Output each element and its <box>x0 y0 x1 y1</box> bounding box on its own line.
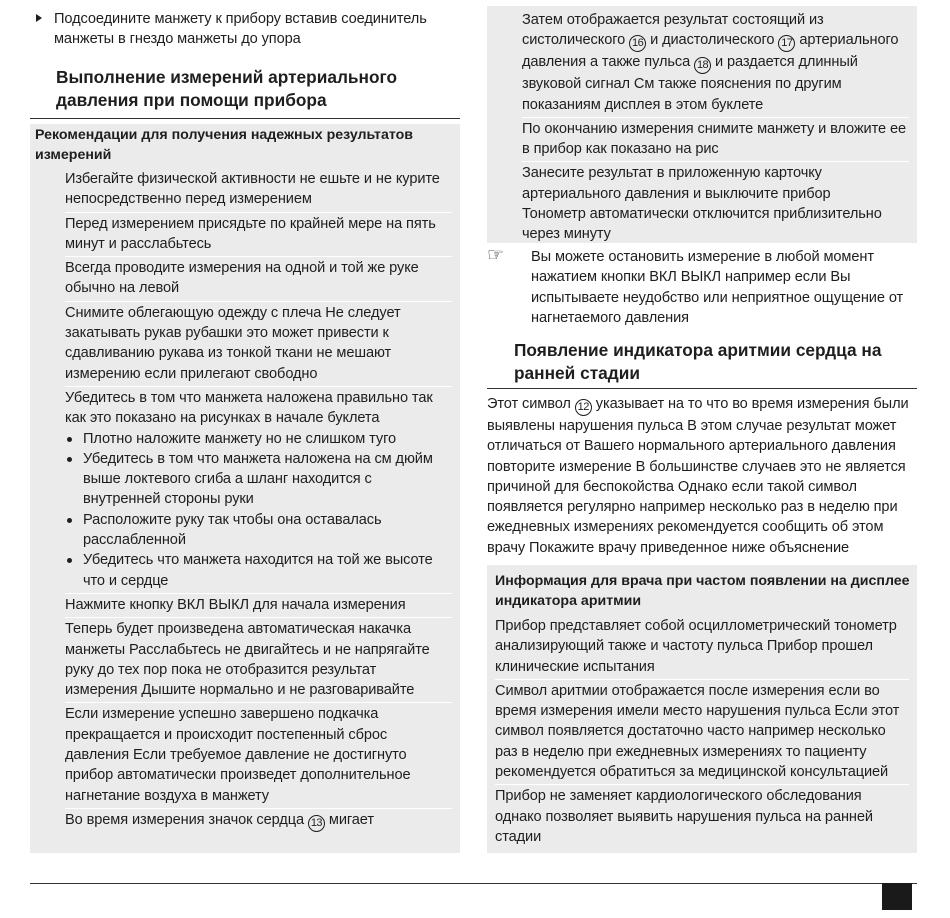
callout-number: 16 <box>629 35 646 52</box>
section-heading-arrhythmia: Появление индикатора аритмии сердца на ранней стадии <box>514 340 882 383</box>
bullet-item: Плотно наложите манжету но не слишком туго <box>65 429 452 449</box>
intro-text: Подсоедините манжету к прибору вставив соединитель манжеты в гнездо манжеты до упора <box>54 11 427 48</box>
list-item <box>522 9 909 117</box>
callout-number: 12 <box>575 399 592 416</box>
heart-text: Во время измерения значок сердца <box>65 811 304 828</box>
doctor-info-title: Информация для врача при частом появлении на дисплее индикатора аритмии <box>495 573 910 609</box>
arrow-bullet-icon <box>36 14 42 22</box>
cuff-intro: Убедитесь в том что манжета наложена правильно так как это показано на рисунках в начале буклета <box>65 389 433 427</box>
auto-off: Тонометр автоматически отключится приблизительно через минуту <box>522 206 882 243</box>
list-item: Прибор не заменяет кардиологического обследования однако позволяет выявить нарушения пульса на ранней стадии <box>495 784 909 849</box>
result-text: и раздается длинный звуковой сигнал См также пояснения по другим показаниям дисплея в этом буклете <box>522 54 858 113</box>
arrhythmia-paragraph <box>487 394 917 558</box>
stop-note <box>487 243 917 328</box>
heading-divider <box>487 388 917 389</box>
procedure-box <box>487 6 917 243</box>
page-marker-block <box>882 883 912 910</box>
note-text: Вы можете остановить измерение в любой момент нажатием кнопки ВКЛ ВЫКЛ например если Вы испытываете неудобство или неприятное ощущение от нагнетаемого давления <box>531 249 904 326</box>
list-item: Если измерение успешно завершено подкачка прекращается и происходит постепенный сброс давления Если требуемое давление не достигнуто прибор автоматически произведет дополнительное нагнетание воздуха в манжету <box>65 702 452 807</box>
list-item: Снимите облегающую одежду с плеча Не следует закатывать рукав рубашки это может привести к сдавливанию рукава из тонкой ткани не мешают измерению если прилегают свободно <box>65 301 452 386</box>
intro-step <box>30 9 460 50</box>
list-item <box>65 386 452 593</box>
result-text: Затем отображается результат состоящий из систолического <box>522 12 824 49</box>
callout-number: 13 <box>308 815 325 832</box>
list-item: Прибор представляет собой осциллометрический тонометр анализирующий также и частоту пульса Прибор прошел клинические испытания <box>495 618 897 675</box>
footer-divider <box>30 883 917 884</box>
doctor-info-list <box>487 615 917 849</box>
list-item: По окончанию измерения снимите манжету и вложите ее в прибор как показано на рис <box>522 117 909 162</box>
callout-number: 17 <box>778 35 795 52</box>
list-item: Всегда проводите измерения на одной и той же руке обычно на левой <box>65 256 452 301</box>
procedure-list <box>487 6 917 247</box>
list-item <box>65 808 452 834</box>
list-item: Избегайте физической активности не ешьте и не курите непосредственно перед измерением <box>65 171 440 208</box>
callout-number: 18 <box>694 57 711 74</box>
heading-divider <box>30 118 460 119</box>
result-text: артериального давления а также пульса <box>522 32 899 71</box>
bullet-item: Расположите руку так чтобы она оставалась расслабленной <box>65 510 452 551</box>
doctor-info-box <box>487 565 917 853</box>
record-result: Занесите результат в приложенную карточку артериального давления и выключите прибор <box>522 165 831 202</box>
recommendations-list <box>30 168 460 834</box>
arrhythmia-text: указывает на то что во время измерения были выявлены нарушения пульса В этом случае результат может отличаться от Вашего нормального артериального давления повторите измерение В большинстве случаев это не является причиной для беспокойства Однако если такой символ появляется регулярно например несколько раз в неделю при ежедневных измерениях рекомендуется сообщить об этом врачу Покажите врачу приведенное ниже объяснение <box>487 396 909 556</box>
heart-text-end: мигает <box>328 811 374 828</box>
list-item: Нажмите кнопку ВКЛ ВЫКЛ для начала измерения <box>65 593 452 617</box>
list-item: Символ аритмии отображается после измерения если во время измерения имели место нарушения пульса Если этот символ появляется достаточно часто например несколько раз в неделю при ежедневных измерениях то пациенту рекомендуется обратиться за медицинской консультацией <box>495 679 909 784</box>
section-heading-measurement: Выполнение измерений артериального давления при помощи прибора <box>56 67 398 110</box>
bullet-item: Убедитесь что манжета находится на той же высоте что и сердце <box>65 550 452 591</box>
result-text: и диастолического <box>650 32 775 49</box>
arrhythmia-text: Этот символ <box>487 396 571 412</box>
pointing-hand-icon: ☞ <box>487 245 504 266</box>
recommendations-box <box>30 124 460 853</box>
bullet-item: Убедитесь в том что манжета наложена на см дюйм выше локтевого сгиба а шланг находится с внутренней стороны руки <box>65 449 452 510</box>
list-item: Теперь будет произведена автоматическая накачка манжеты Расслабьтесь не двигайтесь и не напрягайте руку до тех пор пока не отобразится результат измерения Дышите нормально и не разговаривайте <box>65 617 452 702</box>
list-item <box>522 161 909 246</box>
list-item: Перед измерением присядьте по крайней мере на пять минут и расслабьтесь <box>65 212 452 257</box>
recommendations-title: Рекомендации для получения надежных результатов измерений <box>35 127 414 163</box>
